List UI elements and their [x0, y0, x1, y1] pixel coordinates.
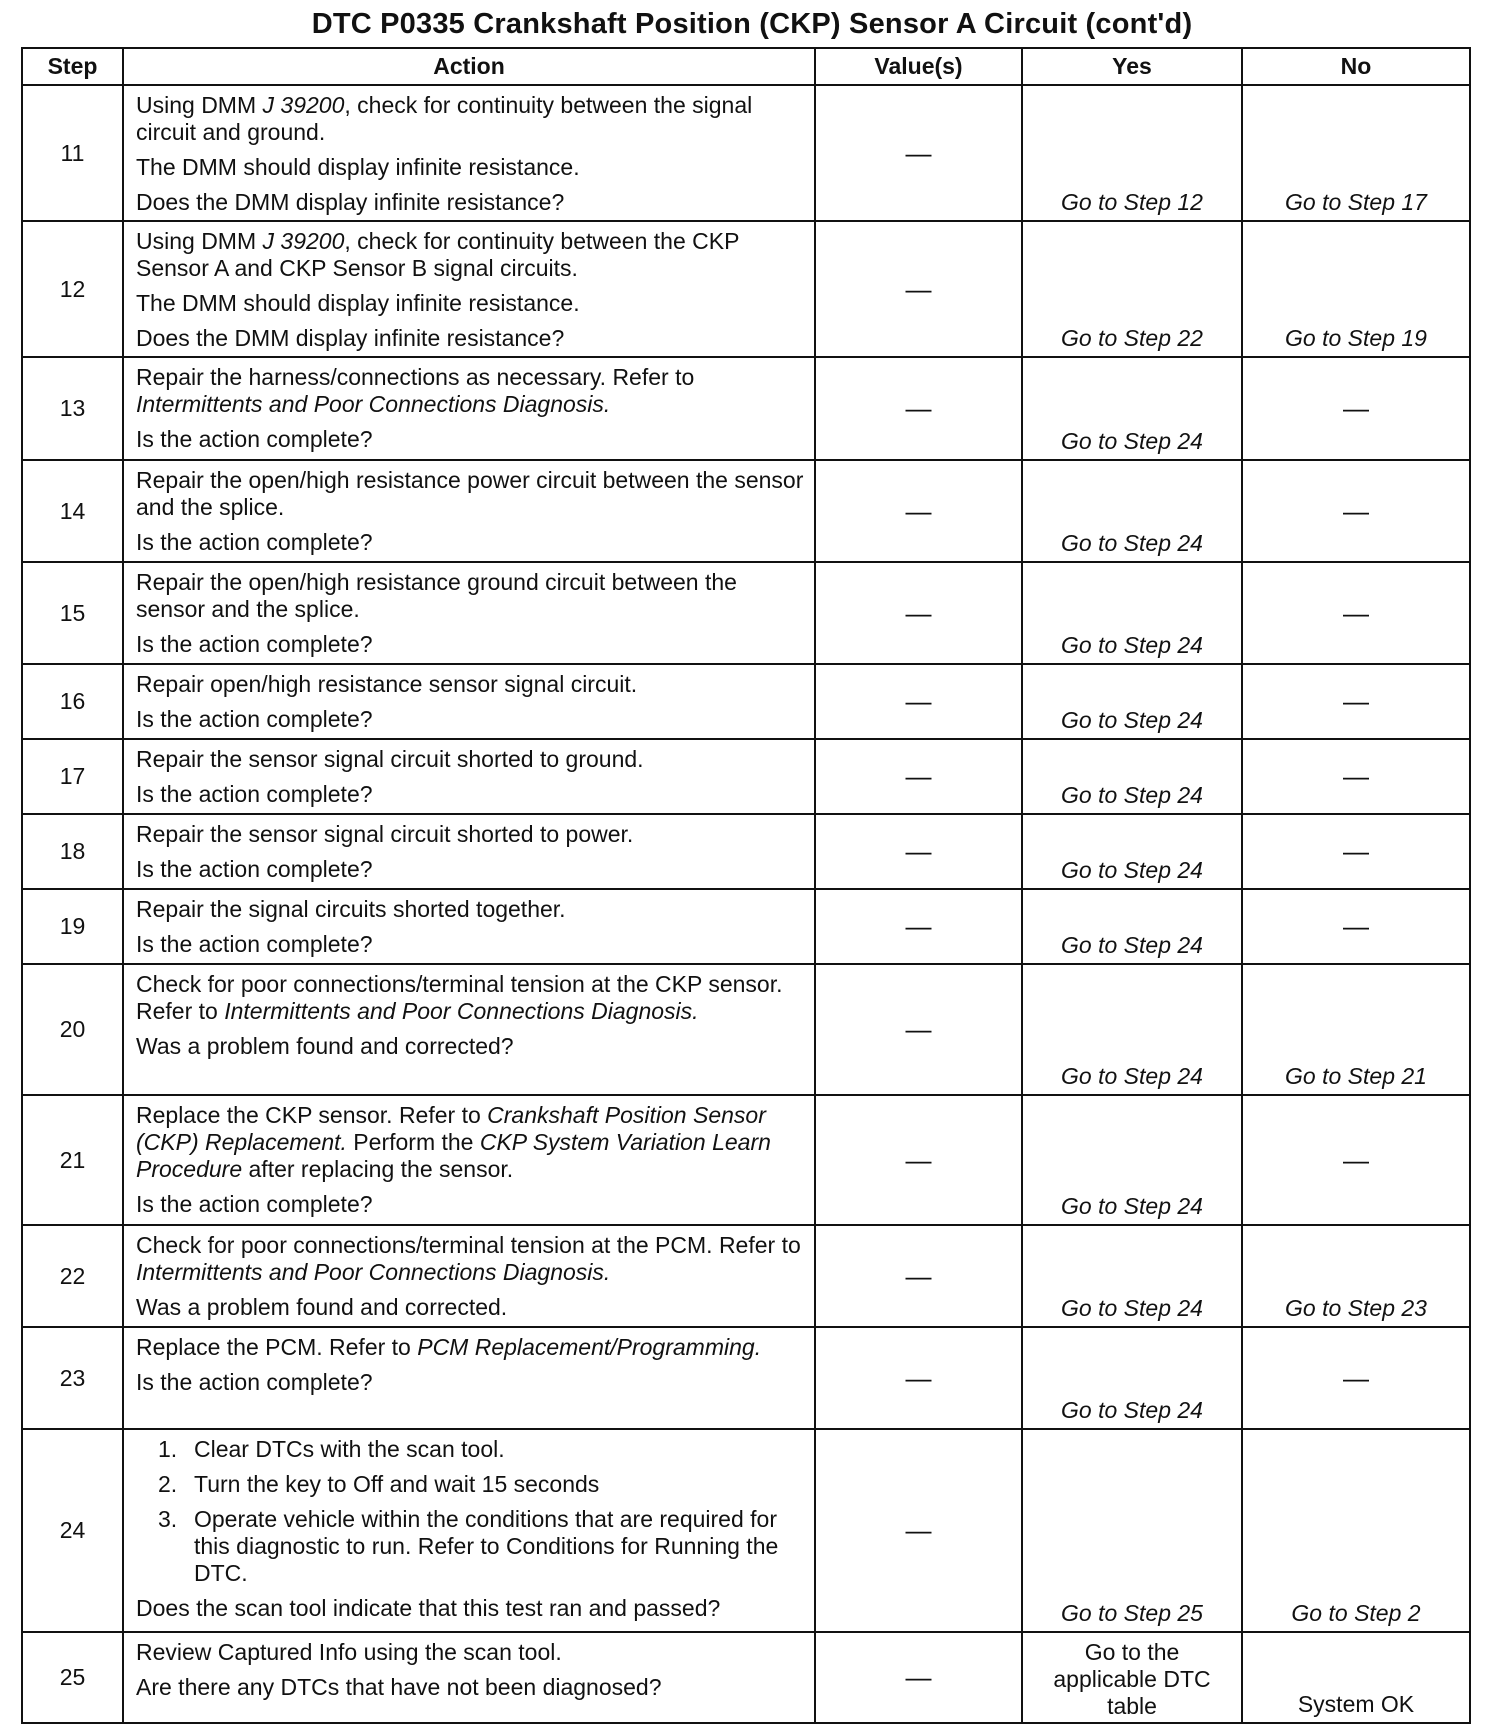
action-text: Check for poor connections/terminal tension at the CKP sensor. Refer to Intermittents and Poor Connections Diagnosis.: [136, 971, 783, 1024]
action-text: Using DMM J 39200, check for continuity between the CKP Sensor A and CKP Sensor B signal circuits.: [136, 228, 740, 281]
action-text: The DMM should display infinite resistance.: [136, 290, 580, 316]
value-cell: —: [815, 664, 1022, 739]
column-header-no: No: [1242, 48, 1470, 85]
action-text: Repair open/high resistance sensor signal circuit.: [136, 671, 638, 697]
no-cell: —: [1242, 664, 1470, 739]
value-cell: —: [815, 814, 1022, 889]
action-cell: [123, 1327, 815, 1429]
value-cell: —: [815, 85, 1022, 221]
step-number: 18: [22, 814, 123, 889]
no-cell: Go to Step 23: [1242, 1225, 1470, 1327]
action-cell: [123, 1225, 815, 1327]
value-cell: —: [815, 1632, 1022, 1723]
table-row: [22, 460, 1470, 562]
table-row: [22, 1632, 1470, 1723]
action-cell: [123, 562, 815, 664]
step-number: 13: [22, 357, 123, 460]
step-number: 15: [22, 562, 123, 664]
action-question: Does the scan tool indicate that this test ran and passed?: [136, 1595, 721, 1621]
action-question: Does the DMM display infinite resistance?: [136, 325, 565, 351]
action-question: Does the DMM display infinite resistance?: [136, 189, 565, 215]
action-text: Replace the CKP sensor. Refer to Crankshaft Position Sensor (CKP) Replacement. Perform the CKP System Variation Learn Procedure after replacing the sensor.: [136, 1102, 771, 1182]
diagnostic-table: [21, 47, 1471, 1724]
action-question: Is the action complete?: [136, 706, 373, 732]
yes-cell: Go to Step 24: [1022, 964, 1242, 1095]
action-text: Repair the open/high resistance ground circuit between the sensor and the splice.: [136, 569, 737, 622]
value-cell: —: [815, 889, 1022, 964]
step-number: 23: [22, 1327, 123, 1429]
value-cell: —: [815, 1225, 1022, 1327]
action-question: Is the action complete?: [136, 631, 373, 657]
step-number: 14: [22, 460, 123, 562]
action-question: Was a problem found and corrected?: [136, 1033, 514, 1059]
action-cell: [123, 460, 815, 562]
action-text: Repair the sensor signal circuit shorted to ground.: [136, 746, 644, 772]
action-text: Repair the sensor signal circuit shorted to power.: [136, 821, 634, 847]
value-cell: —: [815, 562, 1022, 664]
table-row: [22, 739, 1470, 814]
value-cell: —: [815, 221, 1022, 357]
step-number: 11: [22, 85, 123, 221]
step-number: 20: [22, 964, 123, 1095]
yes-cell: Go to Step 24: [1022, 814, 1242, 889]
action-text: Repair the signal circuits shorted together.: [136, 896, 566, 922]
table-row: [22, 1225, 1470, 1327]
table-row: [22, 357, 1470, 460]
step-number: 25: [22, 1632, 123, 1723]
no-cell: —: [1242, 814, 1470, 889]
step-number: 24: [22, 1429, 123, 1632]
table-row: [22, 964, 1470, 1095]
value-cell: —: [815, 1429, 1022, 1632]
action-cell: [123, 964, 815, 1095]
no-cell: Go to Step 19: [1242, 221, 1470, 357]
step-number: 12: [22, 221, 123, 357]
action-cell: [123, 1632, 815, 1723]
no-cell: —: [1242, 357, 1470, 460]
step-number: 16: [22, 664, 123, 739]
value-cell: —: [815, 1095, 1022, 1225]
value-cell: —: [815, 460, 1022, 562]
value-cell: —: [815, 739, 1022, 814]
value-cell: —: [815, 1327, 1022, 1429]
no-cell: Go to Step 17: [1242, 85, 1470, 221]
action-cell: [123, 739, 815, 814]
no-cell: Go to Step 2: [1242, 1429, 1470, 1632]
yes-cell: Go to Step 24: [1022, 1095, 1242, 1225]
step-number: 22: [22, 1225, 123, 1327]
action-question: Is the action complete?: [136, 931, 373, 957]
yes-cell: Go to Step 25: [1022, 1429, 1242, 1632]
action-text: Using DMM J 39200, check for continuity between the signal circuit and ground.: [136, 92, 753, 145]
yes-cell: Go to Step 24: [1022, 562, 1242, 664]
table-row: [22, 814, 1470, 889]
table-row: [22, 85, 1470, 221]
table-header-row: [22, 48, 1470, 85]
no-cell: —: [1242, 1327, 1470, 1429]
action-cell: [123, 357, 815, 460]
value-cell: —: [815, 964, 1022, 1095]
table-row: [22, 1095, 1470, 1225]
yes-cell: Go to Step 24: [1022, 1327, 1242, 1429]
action-list-item: 1. Clear DTCs with the scan tool.: [158, 1436, 505, 1462]
table-row: [22, 1429, 1470, 1632]
action-cell: [123, 664, 815, 739]
table-row: [22, 1327, 1470, 1429]
value-cell: —: [815, 357, 1022, 460]
no-cell: —: [1242, 562, 1470, 664]
no-cell: Go to Step 21: [1242, 964, 1470, 1095]
table-row: [22, 664, 1470, 739]
yes-cell: Go to the applicable DTC table: [1022, 1632, 1242, 1723]
yes-cell: Go to Step 22: [1022, 221, 1242, 357]
action-question: Is the action complete?: [136, 1191, 373, 1217]
step-number: 21: [22, 1095, 123, 1225]
no-cell: System OK: [1242, 1632, 1470, 1723]
column-header-step: Step: [22, 48, 123, 85]
action-question: Is the action complete?: [136, 781, 373, 807]
no-cell: —: [1242, 1095, 1470, 1225]
step-number: 19: [22, 889, 123, 964]
action-text: Review Captured Info using the scan tool.: [136, 1639, 562, 1665]
action-cell: [123, 814, 815, 889]
action-question: Is the action complete?: [136, 529, 373, 555]
action-question: Is the action complete?: [136, 856, 373, 882]
no-cell: —: [1242, 739, 1470, 814]
table-row: [22, 221, 1470, 357]
action-text: Repair the open/high resistance power circuit between the sensor and the splice.: [136, 467, 804, 520]
action-question: Is the action complete?: [136, 1369, 373, 1395]
table-row: [22, 562, 1470, 664]
column-header-action: Action: [123, 48, 815, 85]
yes-cell: Go to Step 24: [1022, 664, 1242, 739]
action-question: Are there any DTCs that have not been diagnosed?: [136, 1674, 662, 1700]
action-text: Replace the PCM. Refer to PCM Replacement/Programming.: [136, 1334, 762, 1360]
page-title: DTC P0335 Crankshaft Position (CKP) Sensor A Circuit (cont'd): [311, 8, 1193, 40]
action-cell: [123, 889, 815, 964]
action-question: Was a problem found and corrected.: [136, 1294, 508, 1320]
action-text: Repair the harness/connections as necessary. Refer to Intermittents and Poor Connections Diagnosis.: [136, 364, 695, 417]
no-cell: —: [1242, 460, 1470, 562]
action-cell: [123, 1095, 815, 1225]
action-cell: [123, 221, 815, 357]
action-question: Is the action complete?: [136, 426, 373, 452]
action-text: Check for poor connections/terminal tension at the PCM. Refer to Intermittents and Poor Connections Diagnosis.: [136, 1232, 801, 1285]
column-header-values: Value(s): [815, 48, 1022, 85]
action-list-item: 2. Turn the key to Off and wait 15 seconds: [158, 1471, 600, 1497]
action-cell: [123, 85, 815, 221]
action-list-item: 3. Operate vehicle within the conditions that are required for this diagnostic to run. Refer to Conditions for Running the DTC.: [158, 1506, 779, 1586]
action-text: The DMM should display infinite resistance.: [136, 154, 580, 180]
no-cell: —: [1242, 889, 1470, 964]
action-cell: [123, 1429, 815, 1632]
yes-cell: Go to Step 24: [1022, 1225, 1242, 1327]
yes-cell: Go to Step 24: [1022, 889, 1242, 964]
column-header-yes: Yes: [1022, 48, 1242, 85]
table-row: [22, 889, 1470, 964]
yes-cell: Go to Step 24: [1022, 739, 1242, 814]
yes-cell: Go to Step 24: [1022, 357, 1242, 460]
step-number: 17: [22, 739, 123, 814]
yes-cell: Go to Step 12: [1022, 85, 1242, 221]
yes-cell: Go to Step 24: [1022, 460, 1242, 562]
